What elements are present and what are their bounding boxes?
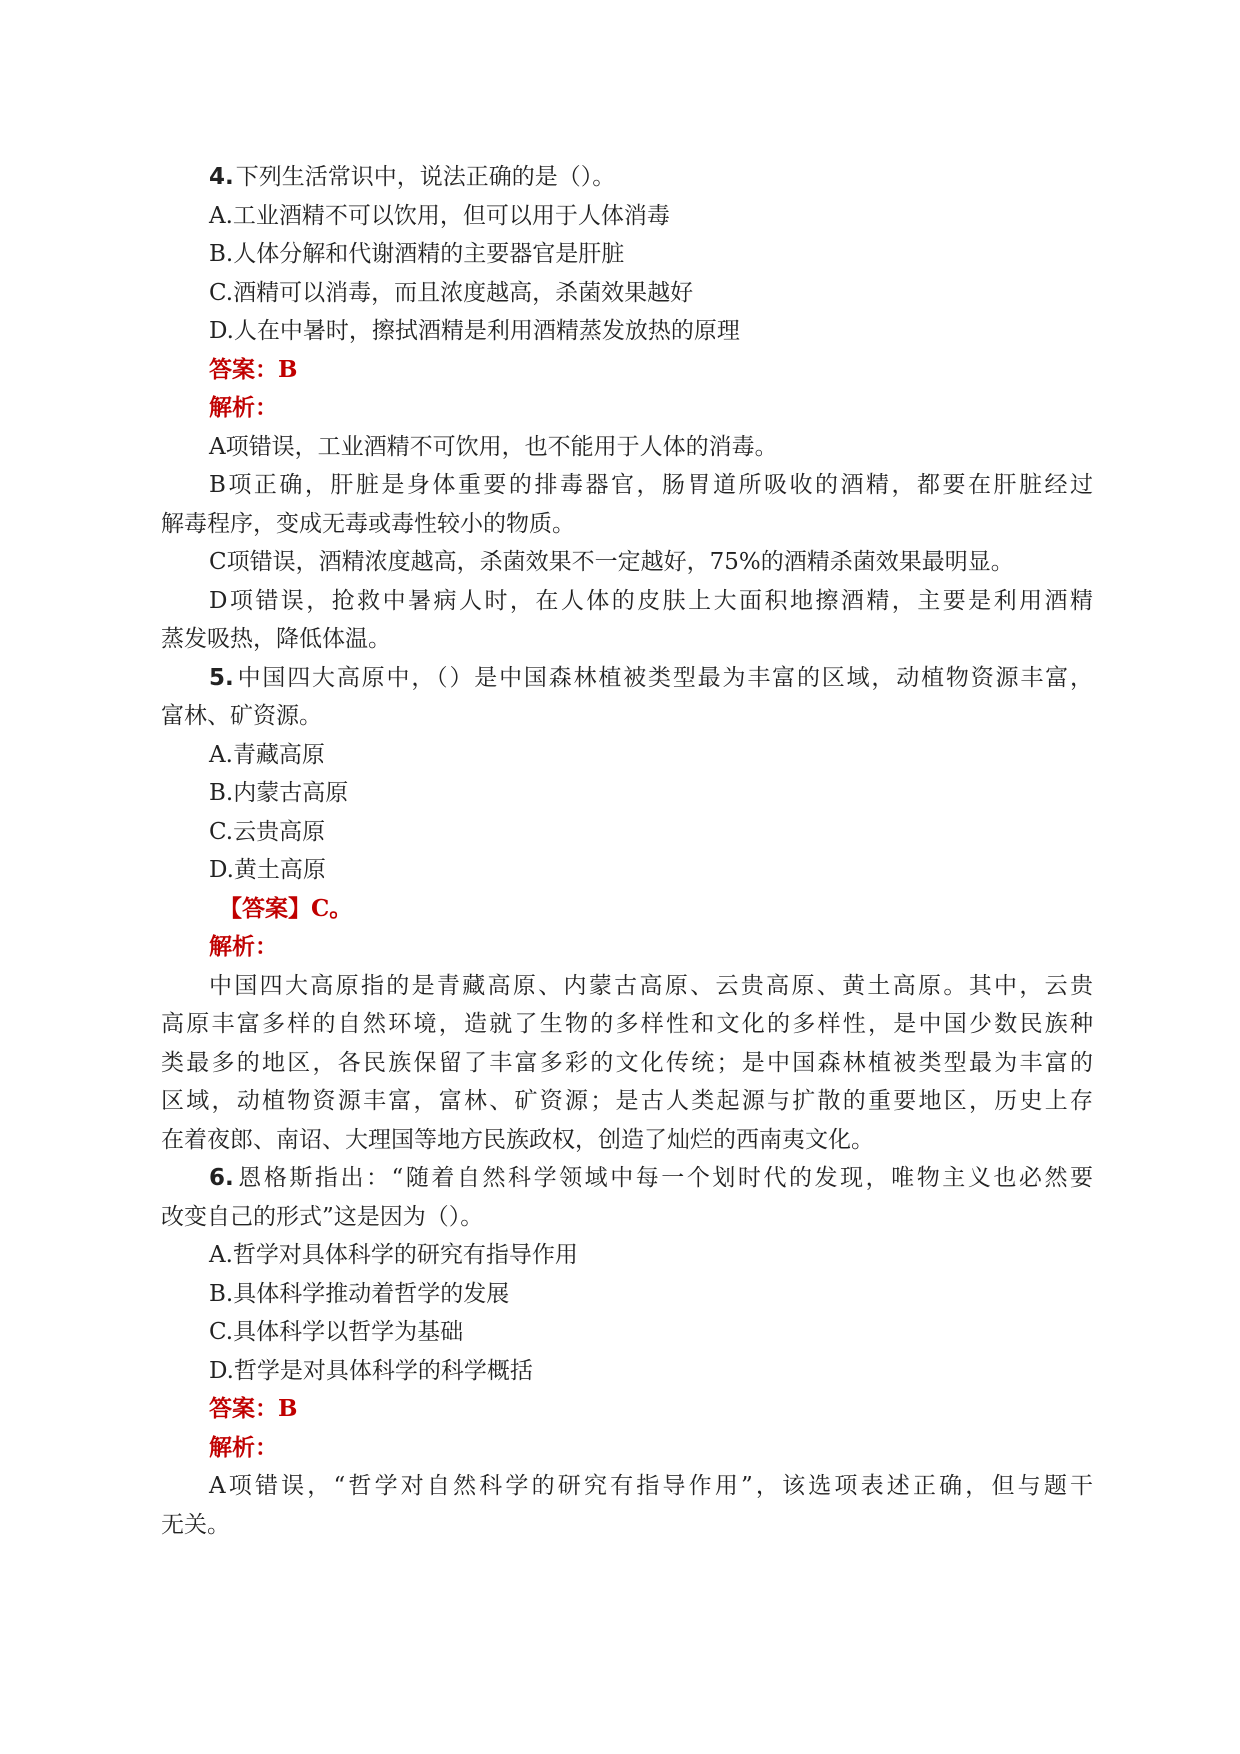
question-text: 改变自己的形式”这是因为（）。 — [161, 1203, 484, 1230]
option-a: A.哲学对具体科学的研究有指导作用 — [209, 1242, 578, 1268]
analysis-line: C项错误，酒精浓度越高，杀菌效果不一定越好，75%的酒精杀菌效果最明显。 — [209, 549, 1014, 575]
question-text: 富林、矿资源。 — [161, 703, 322, 729]
option-d: D.人在中暑时，擦拭酒精是利用酒精蒸发放热的原理 — [209, 318, 740, 344]
question-6-stem — [161, 1159, 1093, 1198]
option-b: B.内蒙古高原 — [209, 780, 349, 806]
analysis-line: 区域，动植物资源丰富，富林、矿资源；是古人类起源与扩散的重要地区，历史上存 — [161, 1088, 1093, 1114]
question-4-stem — [161, 158, 1093, 197]
option-b: B.具体科学推动着哲学的发展 — [209, 1280, 510, 1307]
analysis-line: 解毒程序，变成无毒或毒性较小的物质。 — [161, 510, 575, 537]
analysis-line: 类最多的地区，各民族保留了丰富多彩的文化传统；是中国森林植被类型最为丰富的 — [161, 1049, 1093, 1076]
question-text: 恩格斯指出：“随着自然科学领域中每一个划时代的发现，唯物主义也必然要 — [235, 1165, 1093, 1191]
option-d: D.黄土高原 — [209, 857, 326, 883]
option-c: C.具体科学以哲学为基础 — [209, 1319, 464, 1345]
analysis-label: 解析： — [209, 933, 278, 960]
analysis-line: A项错误，工业酒精不可饮用，也不能用于人体的消毒。 — [209, 433, 778, 460]
question-text: 中国四大高原中，（）是中国森林植被类型最为丰富的区域，动植物资源丰富， — [235, 664, 1093, 691]
question-5-stem — [161, 659, 1093, 698]
option-c: C.云贵高原 — [209, 818, 326, 845]
analysis-line: 中国四大高原指的是青藏高原、内蒙古高原、云贵高原、黄土高原。其中，云贵 — [209, 972, 1093, 999]
analysis-line: 蒸发吸热，降低体温。 — [161, 626, 391, 652]
question-number: 5. — [209, 664, 234, 691]
answer-text: 【答案】C。 — [219, 894, 353, 922]
answer: 答案：B — [209, 355, 298, 383]
analysis-line: 在着夜郎、南诏、大理国等地方民族政权，创造了灿烂的西南夷文化。 — [161, 1126, 874, 1153]
answer: 答案：B — [209, 1395, 298, 1422]
page-content — [161, 158, 1093, 1544]
question-number: 4. — [209, 164, 234, 190]
answer — [161, 890, 1093, 929]
option-a: A.工业酒精不可以饮用，但可以用于人体消毒 — [209, 202, 670, 229]
question-number: 6. — [209, 1165, 234, 1191]
analysis-label: 解析： — [209, 394, 278, 421]
option-a: A.青藏高原 — [209, 741, 325, 768]
option-d: D.哲学是对具体科学的科学概括 — [209, 1357, 533, 1384]
option-b: B.人体分解和代谢酒精的主要器官是肝脏 — [209, 241, 625, 267]
analysis-line: A项错误，“哲学对自然科学的研究有指导作用”，该选项表述正确，但与题干 — [209, 1473, 1093, 1499]
analysis-line: 高原丰富多样的自然环境，造就了生物的多样性和文化的多样性，是中国少数民族种 — [161, 1011, 1093, 1037]
question-text: 下列生活常识中，说法正确的是（）。 — [235, 164, 616, 190]
option-c: C.酒精可以消毒，而且浓度越高，杀菌效果越好 — [209, 279, 694, 306]
analysis-label: 解析： — [209, 1433, 278, 1461]
analysis-line: B项正确，肝脏是身体重要的排毒器官，肠胃道所吸收的酒精，都要在肝脏经过 — [209, 472, 1093, 498]
analysis-line: 无关。 — [161, 1511, 230, 1538]
analysis-line: D项错误，抢救中暑病人时，在人体的皮肤上大面积地擦酒精，主要是利用酒精 — [209, 587, 1093, 614]
